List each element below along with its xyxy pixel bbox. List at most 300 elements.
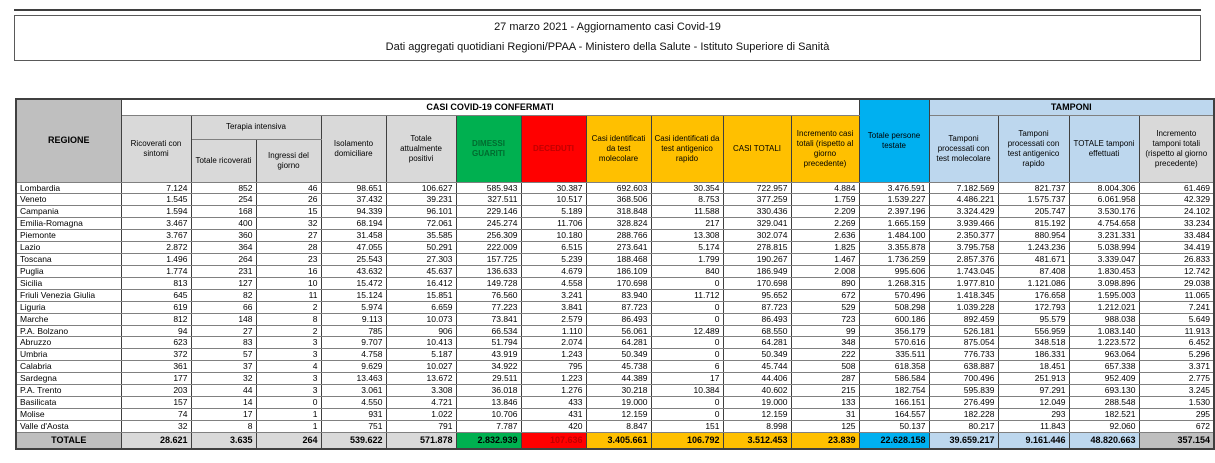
region-name: Veneto xyxy=(16,194,121,206)
cell-incremento_tamponi: 295 xyxy=(1139,409,1214,421)
cell-deceduti: 3.841 xyxy=(521,301,586,313)
cell-casi_totali: 329.041 xyxy=(723,218,791,230)
cell-incremento_casi: 31 xyxy=(791,409,859,421)
table-header xyxy=(16,99,1214,182)
cell-totale_ricoverati: 83 xyxy=(191,337,256,349)
cell-totale_tamponi: 952.409 xyxy=(1069,373,1139,385)
cell-ingressi: 27 xyxy=(256,230,321,242)
cell-casi_antigenico: 13.308 xyxy=(651,230,723,242)
table-row xyxy=(16,206,1214,218)
cell-totale_tamponi: 3.098.896 xyxy=(1069,277,1139,289)
cell-incremento_tamponi: 357.154 xyxy=(1139,432,1214,449)
cell-casi_totali: 40.602 xyxy=(723,385,791,397)
cell-casi_totali: 3.512.453 xyxy=(723,432,791,449)
cell-ricoverati: 1.545 xyxy=(121,194,191,206)
cell-persone_testate: 618.358 xyxy=(859,361,929,373)
table-row xyxy=(16,242,1214,254)
cell-totale_ricoverati: 57 xyxy=(191,349,256,361)
header-group-casi-confermati: CASI COVID-19 CONFERMATI xyxy=(121,99,859,115)
header-persone-testate: Totale persone testate xyxy=(859,99,929,182)
header-casi-totali: CASI TOTALI xyxy=(723,115,791,182)
cell-attualmente_positivi: 16.412 xyxy=(386,277,456,289)
cell-totale_ricoverati: 82 xyxy=(191,289,256,301)
cell-tamponi_molecolare: 638.887 xyxy=(929,361,998,373)
cell-deceduti: 30.387 xyxy=(521,182,586,194)
cell-casi_totali: 330.436 xyxy=(723,206,791,218)
cell-tamponi_antigenico: 11.843 xyxy=(998,420,1069,432)
cell-incremento_tamponi: 5.296 xyxy=(1139,349,1214,361)
cell-isolamento: 9.629 xyxy=(321,361,386,373)
cell-totale_ricoverati: 14 xyxy=(191,397,256,409)
cell-casi_molecolare: 12.159 xyxy=(586,409,651,421)
region-name: P.A. Trento xyxy=(16,385,121,397)
header-totale-ricoverati: Totale ricoverati xyxy=(191,139,256,182)
cell-persone_testate: 166.151 xyxy=(859,397,929,409)
header-terapia-intensiva: Terapia intensiva xyxy=(191,115,321,139)
header-tamponi-antigenico: Tamponi processati con test antigenico rapido xyxy=(998,115,1069,182)
cell-deceduti: 795 xyxy=(521,361,586,373)
region-name: Lombardia xyxy=(16,182,121,194)
cell-ingressi: 8 xyxy=(256,313,321,325)
cell-ricoverati: 7.124 xyxy=(121,182,191,194)
cell-ricoverati: 28.621 xyxy=(121,432,191,449)
cell-dimessi: 2.832.939 xyxy=(456,432,521,449)
header-dimessi-guariti: DIMESSI GUARITI xyxy=(456,115,521,182)
cell-attualmente_positivi: 10.073 xyxy=(386,313,456,325)
cell-ingressi: 2 xyxy=(256,325,321,337)
cell-incremento_casi: 1.467 xyxy=(791,254,859,266)
cell-totale_ricoverati: 168 xyxy=(191,206,256,218)
cell-casi_antigenico: 0 xyxy=(651,409,723,421)
cell-casi_totali: 377.259 xyxy=(723,194,791,206)
cell-casi_molecolare: 692.603 xyxy=(586,182,651,194)
cell-ingressi: 46 xyxy=(256,182,321,194)
cell-isolamento: 98.651 xyxy=(321,182,386,194)
cell-casi_totali: 95.652 xyxy=(723,289,791,301)
report-title: 27 marzo 2021 - Aggiornamento casi Covid-19 xyxy=(494,21,721,33)
cell-dimessi: 585.943 xyxy=(456,182,521,194)
cell-attualmente_positivi: 571.878 xyxy=(386,432,456,449)
cell-dimessi: 13.846 xyxy=(456,397,521,409)
cell-tamponi_antigenico: 12.049 xyxy=(998,397,1069,409)
cell-casi_totali: 68.550 xyxy=(723,325,791,337)
cell-deceduti: 3.241 xyxy=(521,289,586,301)
cell-deceduti: 11.706 xyxy=(521,218,586,230)
cell-totale_tamponi: 5.038.994 xyxy=(1069,242,1139,254)
cell-tamponi_molecolare: 2.350.377 xyxy=(929,230,998,242)
table-row xyxy=(16,265,1214,277)
cell-casi_totali: 45.744 xyxy=(723,361,791,373)
cell-tamponi_antigenico: 1.575.737 xyxy=(998,194,1069,206)
cell-ingressi: 16 xyxy=(256,265,321,277)
cell-dimessi: 66.534 xyxy=(456,325,521,337)
cell-tamponi_antigenico: 815.192 xyxy=(998,218,1069,230)
cell-casi_molecolare: 45.738 xyxy=(586,361,651,373)
cell-attualmente_positivi: 4.721 xyxy=(386,397,456,409)
cell-ricoverati: 645 xyxy=(121,289,191,301)
cell-deceduti: 4.679 xyxy=(521,265,586,277)
header-incremento-tamponi: Incremento tamponi totali (rispetto al giorno precedente) xyxy=(1139,115,1214,182)
cell-tamponi_molecolare: 182.228 xyxy=(929,409,998,421)
cell-dimessi: 327.511 xyxy=(456,194,521,206)
header-ingressi-giorno: Ingressi del giorno xyxy=(256,139,321,182)
cell-casi_totali: 186.949 xyxy=(723,265,791,277)
cell-ricoverati: 3.467 xyxy=(121,218,191,230)
cell-incremento_tamponi: 6.452 xyxy=(1139,337,1214,349)
cell-isolamento: 9.113 xyxy=(321,313,386,325)
cell-totale_tamponi: 3.231.331 xyxy=(1069,230,1139,242)
cell-tamponi_molecolare: 3.795.758 xyxy=(929,242,998,254)
cell-incremento_tamponi: 33.484 xyxy=(1139,230,1214,242)
cell-attualmente_positivi: 106.627 xyxy=(386,182,456,194)
cell-ricoverati: 361 xyxy=(121,361,191,373)
cell-tamponi_antigenico: 9.161.446 xyxy=(998,432,1069,449)
cell-totale_tamponi: 963.064 xyxy=(1069,349,1139,361)
region-name: Umbria xyxy=(16,349,121,361)
cell-casi_antigenico: 840 xyxy=(651,265,723,277)
cell-tamponi_antigenico: 172.793 xyxy=(998,301,1069,313)
cell-totale_ricoverati: 264 xyxy=(191,254,256,266)
cell-ingressi: 3 xyxy=(256,385,321,397)
table-row xyxy=(16,385,1214,397)
cell-ingressi: 28 xyxy=(256,242,321,254)
cell-incremento_tamponi: 29.038 xyxy=(1139,277,1214,289)
cell-isolamento: 31.458 xyxy=(321,230,386,242)
cell-dimessi: 149.728 xyxy=(456,277,521,289)
cell-tamponi_molecolare: 1.977.810 xyxy=(929,277,998,289)
cell-incremento_tamponi: 11.065 xyxy=(1139,289,1214,301)
cell-ingressi: 2 xyxy=(256,301,321,313)
cell-ingressi: 3 xyxy=(256,373,321,385)
cell-tamponi_molecolare: 7.182.569 xyxy=(929,182,998,194)
region-name: Liguria xyxy=(16,301,121,313)
cell-incremento_casi: 2.269 xyxy=(791,218,859,230)
cell-casi_totali: 86.493 xyxy=(723,313,791,325)
cell-totale_tamponi: 657.338 xyxy=(1069,361,1139,373)
cell-ingressi: 1 xyxy=(256,420,321,432)
cell-ingressi: 4 xyxy=(256,361,321,373)
cell-incremento_casi: 133 xyxy=(791,397,859,409)
cell-tamponi_molecolare: 700.496 xyxy=(929,373,998,385)
cell-persone_testate: 1.484.100 xyxy=(859,230,929,242)
cell-ricoverati: 2.872 xyxy=(121,242,191,254)
header-ricoverati: Ricoverati con sintomi xyxy=(121,115,191,182)
region-name: Sardegna xyxy=(16,373,121,385)
region-name: Friuli Venezia Giulia xyxy=(16,289,121,301)
cell-incremento_tamponi: 12.742 xyxy=(1139,265,1214,277)
cell-incremento_casi: 2.636 xyxy=(791,230,859,242)
table-row xyxy=(16,230,1214,242)
cell-attualmente_positivi: 96.101 xyxy=(386,206,456,218)
region-name: Toscana xyxy=(16,254,121,266)
cell-deceduti: 433 xyxy=(521,397,586,409)
cell-attualmente_positivi: 3.308 xyxy=(386,385,456,397)
cell-isolamento: 68.194 xyxy=(321,218,386,230)
cell-casi_antigenico: 17 xyxy=(651,373,723,385)
header-attualmente-positivi: Totale attualmente positivi xyxy=(386,115,456,182)
cell-totale_tamponi: 288.548 xyxy=(1069,397,1139,409)
cell-casi_molecolare: 3.405.661 xyxy=(586,432,651,449)
cell-incremento_casi: 1.759 xyxy=(791,194,859,206)
cell-attualmente_positivi: 10.413 xyxy=(386,337,456,349)
cell-casi_molecolare: 186.109 xyxy=(586,265,651,277)
cell-deceduti: 431 xyxy=(521,409,586,421)
cell-casi_antigenico: 0 xyxy=(651,313,723,325)
cell-casi_molecolare: 328.824 xyxy=(586,218,651,230)
cell-ricoverati: 1.774 xyxy=(121,265,191,277)
cell-tamponi_molecolare: 1.418.345 xyxy=(929,289,998,301)
table-row xyxy=(16,218,1214,230)
cell-persone_testate: 1.665.159 xyxy=(859,218,929,230)
cell-attualmente_positivi: 1.022 xyxy=(386,409,456,421)
cell-casi_totali: 8.998 xyxy=(723,420,791,432)
cell-attualmente_positivi: 13.672 xyxy=(386,373,456,385)
cell-persone_testate: 164.557 xyxy=(859,409,929,421)
cell-ingressi: 32 xyxy=(256,218,321,230)
cell-ingressi: 3 xyxy=(256,337,321,349)
cell-dimessi: 7.787 xyxy=(456,420,521,432)
cell-incremento_casi: 1.825 xyxy=(791,242,859,254)
cell-tamponi_antigenico: 176.658 xyxy=(998,289,1069,301)
cell-totale_tamponi: 1.083.140 xyxy=(1069,325,1139,337)
cell-casi_molecolare: 170.698 xyxy=(586,277,651,289)
cell-incremento_casi: 23.839 xyxy=(791,432,859,449)
cell-incremento_casi: 348 xyxy=(791,337,859,349)
cell-totale_ricoverati: 8 xyxy=(191,420,256,432)
cell-incremento_casi: 2.209 xyxy=(791,206,859,218)
cell-ricoverati: 1.594 xyxy=(121,206,191,218)
cell-persone_testate: 3.476.591 xyxy=(859,182,929,194)
cell-ricoverati: 177 xyxy=(121,373,191,385)
cell-totale_ricoverati: 66 xyxy=(191,301,256,313)
cell-isolamento: 751 xyxy=(321,420,386,432)
cell-isolamento: 4.758 xyxy=(321,349,386,361)
cell-incremento_tamponi: 2.775 xyxy=(1139,373,1214,385)
cell-isolamento: 539.622 xyxy=(321,432,386,449)
total-row xyxy=(16,432,1214,449)
cell-ricoverati: 619 xyxy=(121,301,191,313)
cell-casi_molecolare: 8.847 xyxy=(586,420,651,432)
cell-persone_testate: 570.496 xyxy=(859,289,929,301)
cell-casi_totali: 190.267 xyxy=(723,254,791,266)
covid-data-table xyxy=(15,98,1215,450)
cell-incremento_casi: 287 xyxy=(791,373,859,385)
cell-totale_tamponi: 48.820.663 xyxy=(1069,432,1139,449)
cell-ingressi: 10 xyxy=(256,277,321,289)
cell-tamponi_antigenico: 205.747 xyxy=(998,206,1069,218)
cell-casi_molecolare: 30.218 xyxy=(586,385,651,397)
cell-tamponi_molecolare: 1.039.228 xyxy=(929,301,998,313)
cell-dimessi: 245.274 xyxy=(456,218,521,230)
cell-casi_molecolare: 64.281 xyxy=(586,337,651,349)
cell-casi_antigenico: 12.489 xyxy=(651,325,723,337)
region-name: Abruzzo xyxy=(16,337,121,349)
cell-incremento_tamponi: 5.649 xyxy=(1139,313,1214,325)
cell-ricoverati: 1.496 xyxy=(121,254,191,266)
header-tamponi-molecolare: Tamponi processati con test molecolare xyxy=(929,115,998,182)
cell-ricoverati: 74 xyxy=(121,409,191,421)
cell-ricoverati: 157 xyxy=(121,397,191,409)
cell-casi_molecolare: 288.766 xyxy=(586,230,651,242)
table-row xyxy=(16,325,1214,337)
cell-ingressi: 3 xyxy=(256,349,321,361)
cell-tamponi_antigenico: 186.331 xyxy=(998,349,1069,361)
region-name: Valle d'Aosta xyxy=(16,420,121,432)
cell-persone_testate: 570.616 xyxy=(859,337,929,349)
cell-tamponi_molecolare: 892.459 xyxy=(929,313,998,325)
cell-incremento_tamponi: 61.469 xyxy=(1139,182,1214,194)
cell-incremento_casi: 125 xyxy=(791,420,859,432)
cell-ingressi: 11 xyxy=(256,289,321,301)
table-row xyxy=(16,349,1214,361)
cell-deceduti: 1.243 xyxy=(521,349,586,361)
cell-deceduti: 10.517 xyxy=(521,194,586,206)
cell-isolamento: 3.061 xyxy=(321,385,386,397)
cell-incremento_tamponi: 7.241 xyxy=(1139,301,1214,313)
cell-ricoverati: 94 xyxy=(121,325,191,337)
cell-casi_totali: 278.815 xyxy=(723,242,791,254)
cell-dimessi: 229.146 xyxy=(456,206,521,218)
cell-ingressi: 23 xyxy=(256,254,321,266)
cell-isolamento: 37.432 xyxy=(321,194,386,206)
region-name: Puglia xyxy=(16,265,121,277)
cell-casi_totali: 64.281 xyxy=(723,337,791,349)
cell-casi_molecolare: 44.389 xyxy=(586,373,651,385)
cell-tamponi_antigenico: 348.518 xyxy=(998,337,1069,349)
cell-isolamento: 15.472 xyxy=(321,277,386,289)
header-group-tamponi: TAMPONI xyxy=(929,99,1214,115)
cell-casi_antigenico: 10.384 xyxy=(651,385,723,397)
cell-incremento_casi: 723 xyxy=(791,313,859,325)
cell-isolamento: 15.124 xyxy=(321,289,386,301)
cell-casi_molecolare: 83.940 xyxy=(586,289,651,301)
cell-totale_ricoverati: 44 xyxy=(191,385,256,397)
cell-dimessi: 136.633 xyxy=(456,265,521,277)
cell-ingressi: 1 xyxy=(256,409,321,421)
cell-attualmente_positivi: 45.637 xyxy=(386,265,456,277)
cell-tamponi_antigenico: 556.959 xyxy=(998,325,1069,337)
region-name: Campania xyxy=(16,206,121,218)
cell-incremento_tamponi: 42.329 xyxy=(1139,194,1214,206)
cell-persone_testate: 1.736.259 xyxy=(859,254,929,266)
cell-casi_molecolare: 318.848 xyxy=(586,206,651,218)
cell-attualmente_positivi: 72.061 xyxy=(386,218,456,230)
cell-casi_antigenico: 1.799 xyxy=(651,254,723,266)
cell-ingressi: 264 xyxy=(256,432,321,449)
cell-dimessi: 43.919 xyxy=(456,349,521,361)
cell-ricoverati: 32 xyxy=(121,420,191,432)
cell-incremento_casi: 890 xyxy=(791,277,859,289)
cell-totale_tamponi: 693.130 xyxy=(1069,385,1139,397)
header-totale-tamponi: TOTALE tamponi effettuati xyxy=(1069,115,1139,182)
cell-incremento_tamponi: 672 xyxy=(1139,420,1214,432)
cell-deceduti: 2.579 xyxy=(521,313,586,325)
region-name: Lazio xyxy=(16,242,121,254)
cell-casi_antigenico: 0 xyxy=(651,349,723,361)
cell-dimessi: 157.725 xyxy=(456,254,521,266)
region-name: Marche xyxy=(16,313,121,325)
cell-ricoverati: 813 xyxy=(121,277,191,289)
region-name: TOTALE xyxy=(16,432,121,449)
cell-deceduti: 4.558 xyxy=(521,277,586,289)
cell-dimessi: 256.309 xyxy=(456,230,521,242)
cell-isolamento: 4.550 xyxy=(321,397,386,409)
cell-tamponi_antigenico: 1.243.236 xyxy=(998,242,1069,254)
cell-persone_testate: 600.186 xyxy=(859,313,929,325)
cell-deceduti: 5.239 xyxy=(521,254,586,266)
cell-isolamento: 785 xyxy=(321,325,386,337)
cell-casi_molecolare: 87.723 xyxy=(586,301,651,313)
cell-casi_totali: 302.074 xyxy=(723,230,791,242)
cell-isolamento: 47.055 xyxy=(321,242,386,254)
cell-totale_tamponi: 4.754.658 xyxy=(1069,218,1139,230)
cell-incremento_casi: 508 xyxy=(791,361,859,373)
cell-ricoverati: 3.767 xyxy=(121,230,191,242)
cell-casi_antigenico: 0 xyxy=(651,337,723,349)
report-header xyxy=(14,15,1201,61)
cell-incremento_casi: 672 xyxy=(791,289,859,301)
region-name: Basilicata xyxy=(16,397,121,409)
table-row xyxy=(16,373,1214,385)
cell-deceduti: 1.110 xyxy=(521,325,586,337)
cell-totale_ricoverati: 27 xyxy=(191,325,256,337)
cell-persone_testate: 508.298 xyxy=(859,301,929,313)
cell-dimessi: 51.794 xyxy=(456,337,521,349)
report-subtitle: Dati aggregati quotidiani Regioni/PPAA - Ministero della Salute - Istituto Superiore di Sanità xyxy=(385,41,830,53)
cell-totale_ricoverati: 32 xyxy=(191,373,256,385)
cell-dimessi: 77.223 xyxy=(456,301,521,313)
region-name: Piemonte xyxy=(16,230,121,242)
cell-incremento_tamponi: 11.913 xyxy=(1139,325,1214,337)
cell-casi_molecolare: 50.349 xyxy=(586,349,651,361)
cell-tamponi_molecolare: 2.857.376 xyxy=(929,254,998,266)
region-name: Sicilia xyxy=(16,277,121,289)
cell-casi_totali: 44.406 xyxy=(723,373,791,385)
cell-ingressi: 0 xyxy=(256,397,321,409)
cell-casi_totali: 19.000 xyxy=(723,397,791,409)
cell-tamponi_molecolare: 875.054 xyxy=(929,337,998,349)
region-name: Molise xyxy=(16,409,121,421)
table-row xyxy=(16,254,1214,266)
cell-totale_tamponi: 1.212.021 xyxy=(1069,301,1139,313)
cell-ricoverati: 623 xyxy=(121,337,191,349)
cell-deceduti: 107.636 xyxy=(521,432,586,449)
cell-persone_testate: 586.584 xyxy=(859,373,929,385)
cell-deceduti: 1.276 xyxy=(521,385,586,397)
cell-deceduti: 2.074 xyxy=(521,337,586,349)
cell-attualmente_positivi: 15.851 xyxy=(386,289,456,301)
cell-casi_totali: 170.698 xyxy=(723,277,791,289)
cell-attualmente_positivi: 10.027 xyxy=(386,361,456,373)
cell-totale_ricoverati: 254 xyxy=(191,194,256,206)
cell-persone_testate: 1.539.227 xyxy=(859,194,929,206)
cell-isolamento: 43.632 xyxy=(321,265,386,277)
cell-tamponi_molecolare: 3.939.466 xyxy=(929,218,998,230)
header-isolamento: Isolamento domiciliare xyxy=(321,115,386,182)
cell-incremento_tamponi: 26.833 xyxy=(1139,254,1214,266)
cell-persone_testate: 995.606 xyxy=(859,265,929,277)
cell-ingressi: 26 xyxy=(256,194,321,206)
header-casi-antigenico: Casi identificati da test antigenico rapido xyxy=(651,115,723,182)
cell-deceduti: 6.515 xyxy=(521,242,586,254)
cell-totale_tamponi: 988.038 xyxy=(1069,313,1139,325)
cell-casi_molecolare: 368.506 xyxy=(586,194,651,206)
cell-isolamento: 13.463 xyxy=(321,373,386,385)
top-divider xyxy=(14,9,1201,11)
cell-deceduti: 10.180 xyxy=(521,230,586,242)
cell-tamponi_molecolare: 4.486.221 xyxy=(929,194,998,206)
cell-casi_antigenico: 5.174 xyxy=(651,242,723,254)
